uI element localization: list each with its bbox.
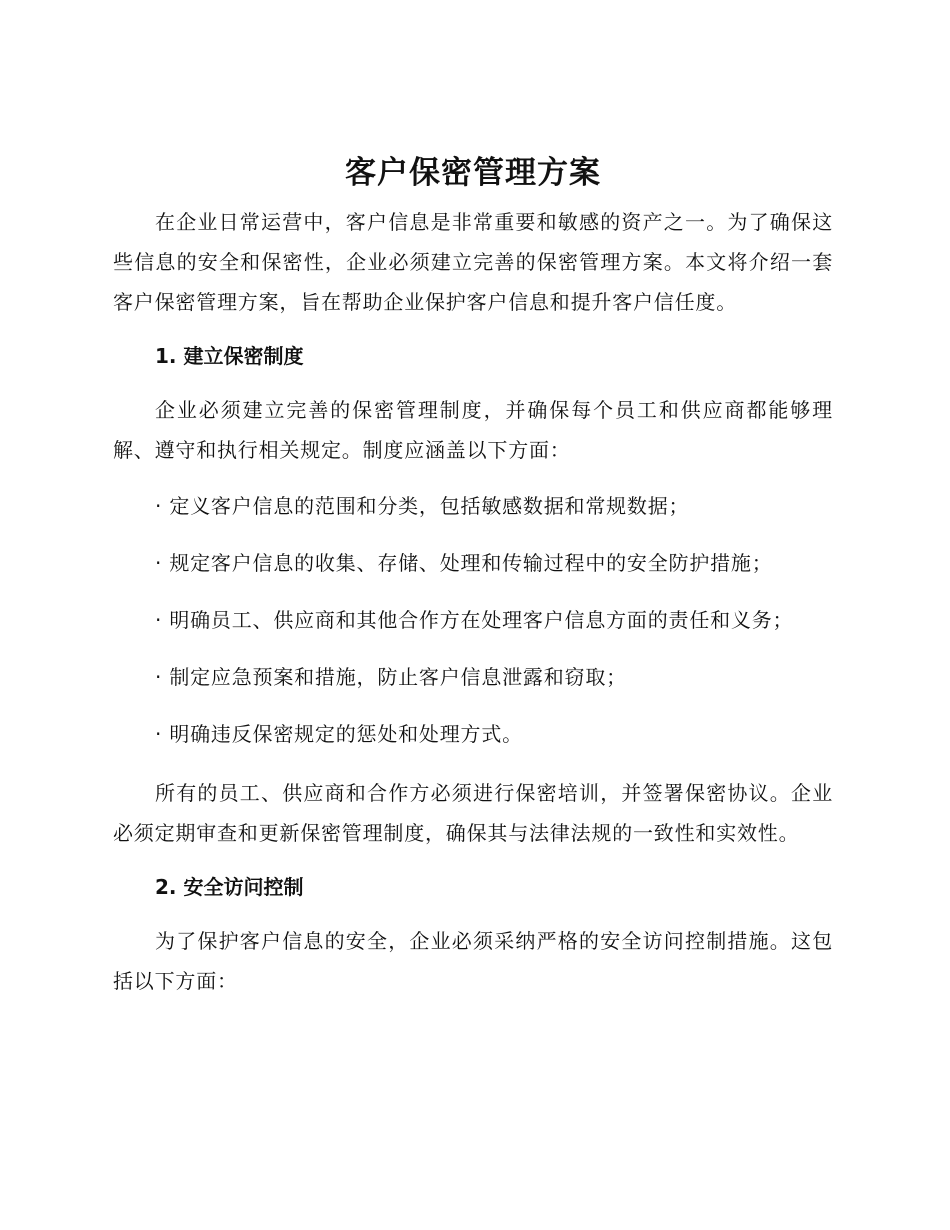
list-item: · 定义客户信息的范围和分类，包括敏感数据和常规数据； xyxy=(155,494,690,518)
list-item: · 明确违反保密规定的惩处和处理方式。 xyxy=(155,722,523,746)
list-item: · 制定应急预案和措施，防止客户信息泄露和窃取； xyxy=(155,665,627,689)
list-item: · 规定客户信息的收集、存储、处理和传输过程中的安全防护措施； xyxy=(155,551,773,575)
list-item: · 明确员工、供应商和其他合作方在处理客户信息方面的责任和义务； xyxy=(155,608,794,632)
document-content xyxy=(113,150,833,1001)
intro-paragraph: 在企业日常运营中，客户信息是非常重要和敏感的资产之一。为了确保这些信息的安全和保密性，企业必须建立完善的保密管理方案。本文将介绍一套客户保密管理方案，旨在帮助企业保护客户信息和提升客户信任度。 xyxy=(113,210,833,314)
document-title: 客户保密管理方案 xyxy=(345,155,601,191)
section-heading-1: 1. 建立保密制度 xyxy=(155,344,304,368)
section-2-paragraph: 为了保护客户信息的安全，企业必须采纳严格的安全访问控制措施。这包括以下方面： xyxy=(113,929,833,993)
section-heading-2: 2. 安全访问控制 xyxy=(155,875,304,899)
section-1-paragraph: 企业必须建立完善的保密管理制度，并确保每个员工和供应商都能够理解、遵守和执行相关规定。制度应涵盖以下方面： xyxy=(113,398,833,462)
section-1-closing-paragraph: 所有的员工、供应商和合作方必须进行保密培训，并签署保密协议。企业必须定期审查和更新保密管理制度，确保其与法律法规的一致性和实效性。 xyxy=(113,781,833,845)
section-1-bullet-list xyxy=(113,478,833,763)
